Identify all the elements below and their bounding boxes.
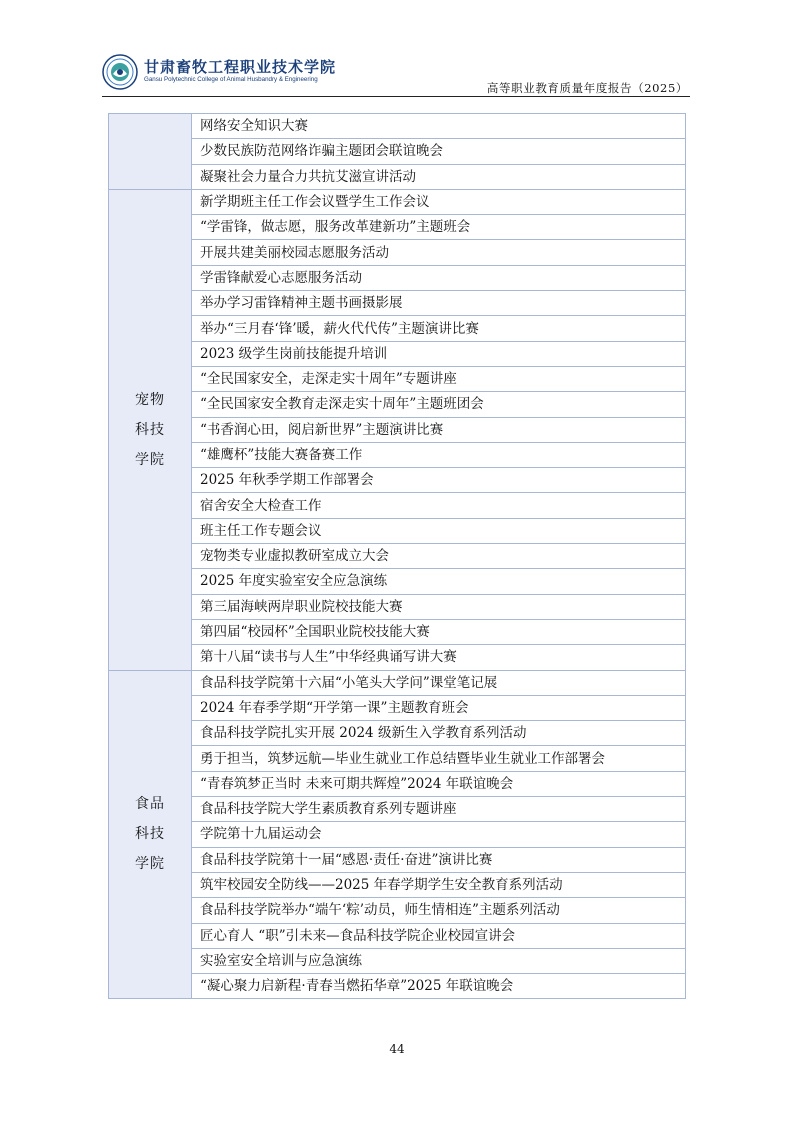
table-row	[109, 240, 686, 265]
activity-item: 第十八届“读书与人生”中华经典诵写讲大赛	[192, 645, 686, 670]
table-row	[109, 872, 686, 897]
table-row	[109, 493, 686, 518]
table-row	[109, 468, 686, 493]
activity-item: 勇于担当，筑梦远航—毕业生就业工作总结暨毕业生就业工作部署会	[192, 746, 686, 771]
table-row	[109, 189, 686, 214]
activity-item: 食品科技学院第十六届“小笔头大学问”课堂笔记展	[192, 670, 686, 695]
activity-item: 2024 年春季学期“开学第一课”主题教育班会	[192, 695, 686, 720]
table-row	[109, 847, 686, 872]
school-emblem-icon	[102, 54, 138, 90]
school-name-en: Gansu Polytechnic College of Animal Husbandry & Engineering	[144, 76, 318, 83]
college-cell	[109, 670, 192, 999]
college-cell	[109, 189, 192, 670]
activity-item: 筑牢校园安全防线——2025 年春学期学生安全教育系列活动	[192, 872, 686, 897]
activity-item: “全民国家安全，走深走实十周年”专题讲座	[192, 366, 686, 391]
activity-item: 2025 年秋季学期工作部署会	[192, 468, 686, 493]
table-row	[109, 569, 686, 594]
activity-item: 第三届海峡两岸职业院校技能大赛	[192, 594, 686, 619]
table-row	[109, 974, 686, 999]
activity-item: 食品科技学院第十一届“感恩·责任·奋进”演讲比赛	[192, 847, 686, 872]
table-row	[109, 544, 686, 569]
report-title: 高等职业教育质量年度报告（2025）	[486, 81, 688, 95]
activity-item: 班主任工作专题会议	[192, 518, 686, 543]
table-row	[109, 114, 686, 139]
table-row	[109, 291, 686, 316]
table-row	[109, 265, 686, 290]
activity-item: 学雷锋献爱心志愿服务活动	[192, 265, 686, 290]
table-row	[109, 670, 686, 695]
header-divider	[102, 96, 690, 97]
table-row	[109, 442, 686, 467]
activity-item: 网络安全知识大赛	[192, 114, 686, 139]
activity-item: 开展共建美丽校园志愿服务活动	[192, 240, 686, 265]
activity-item: 食品科技学院大学生素质教育系列专题讲座	[192, 797, 686, 822]
table-row	[109, 341, 686, 366]
table-row	[109, 695, 686, 720]
activity-item: 食品科技学院举办“端午‘粽’动员，师生情相连”主题系列活动	[192, 898, 686, 923]
table-row	[109, 215, 686, 240]
activity-item: “雄鹰杯”技能大赛备赛工作	[192, 442, 686, 467]
table-row	[109, 645, 686, 670]
college-name: 食品科技学院	[135, 796, 165, 873]
table-row	[109, 923, 686, 948]
activity-item: 宠物类专业虚拟教研室成立大会	[192, 544, 686, 569]
activity-item: 举办学习雷锋精神主题书画摄影展	[192, 291, 686, 316]
activity-item: 宿舍安全大检查工作	[192, 493, 686, 518]
activity-item: 少数民族防范网络诈骗主题团会联谊晚会	[192, 139, 686, 164]
table-row	[109, 139, 686, 164]
table-row	[109, 619, 686, 644]
table-row	[109, 417, 686, 442]
table-row	[109, 771, 686, 796]
activity-item: 新学期班主任工作会议暨学生工作会议	[192, 189, 686, 214]
table-row	[109, 392, 686, 417]
table-row	[109, 366, 686, 391]
activity-item: 凝聚社会力量合力共抗艾滋宣讲活动	[192, 164, 686, 189]
college-cell	[109, 114, 192, 190]
activity-item: “书香润心田，阅启新世界”主题演讲比赛	[192, 417, 686, 442]
table-row	[109, 164, 686, 189]
activity-item: “学雷锋，做志愿，服务改革建新功”主题班会	[192, 215, 686, 240]
table-row	[109, 316, 686, 341]
activity-table-body	[109, 114, 686, 999]
table-row	[109, 721, 686, 746]
table-row	[109, 822, 686, 847]
activity-table	[108, 113, 686, 999]
activity-item: 2025 年度实验室安全应急演练	[192, 569, 686, 594]
activity-item: 举办“三月春‘锋’暖，薪火代代传”主题演讲比赛	[192, 316, 686, 341]
table-row	[109, 518, 686, 543]
activity-item: “全民国家安全教育走深走实十周年”主题班团会	[192, 392, 686, 417]
table-row	[109, 948, 686, 973]
activity-item: 实验室安全培训与应急演练	[192, 948, 686, 973]
activity-item: “凝心聚力启新程·青春当燃拓华章”2025 年联谊晚会	[192, 974, 686, 999]
table-row	[109, 746, 686, 771]
school-logo	[102, 54, 342, 94]
activity-item: 第四届“校园杯”全国职业院校技能大赛	[192, 619, 686, 644]
table-row	[109, 898, 686, 923]
activity-item: 学院第十九届运动会	[192, 822, 686, 847]
college-name: 宠物科技学院	[135, 391, 165, 468]
page-number: 44	[389, 1042, 405, 1056]
table-row	[109, 594, 686, 619]
activity-item: 2023 级学生岗前技能提升培训	[192, 341, 686, 366]
activity-item: 匠心育人 “职”引未来—食品科技学院企业校园宣讲会	[192, 923, 686, 948]
school-name-cn: 甘肃畜牧工程职业技术学院	[144, 58, 337, 76]
activity-item: “青春筑梦正当时 未来可期共辉煌”2024 年联谊晚会	[192, 771, 686, 796]
page-header	[0, 0, 794, 100]
activity-item: 食品科技学院扎实开展 2024 级新生入学教育系列活动	[192, 721, 686, 746]
table-row	[109, 797, 686, 822]
